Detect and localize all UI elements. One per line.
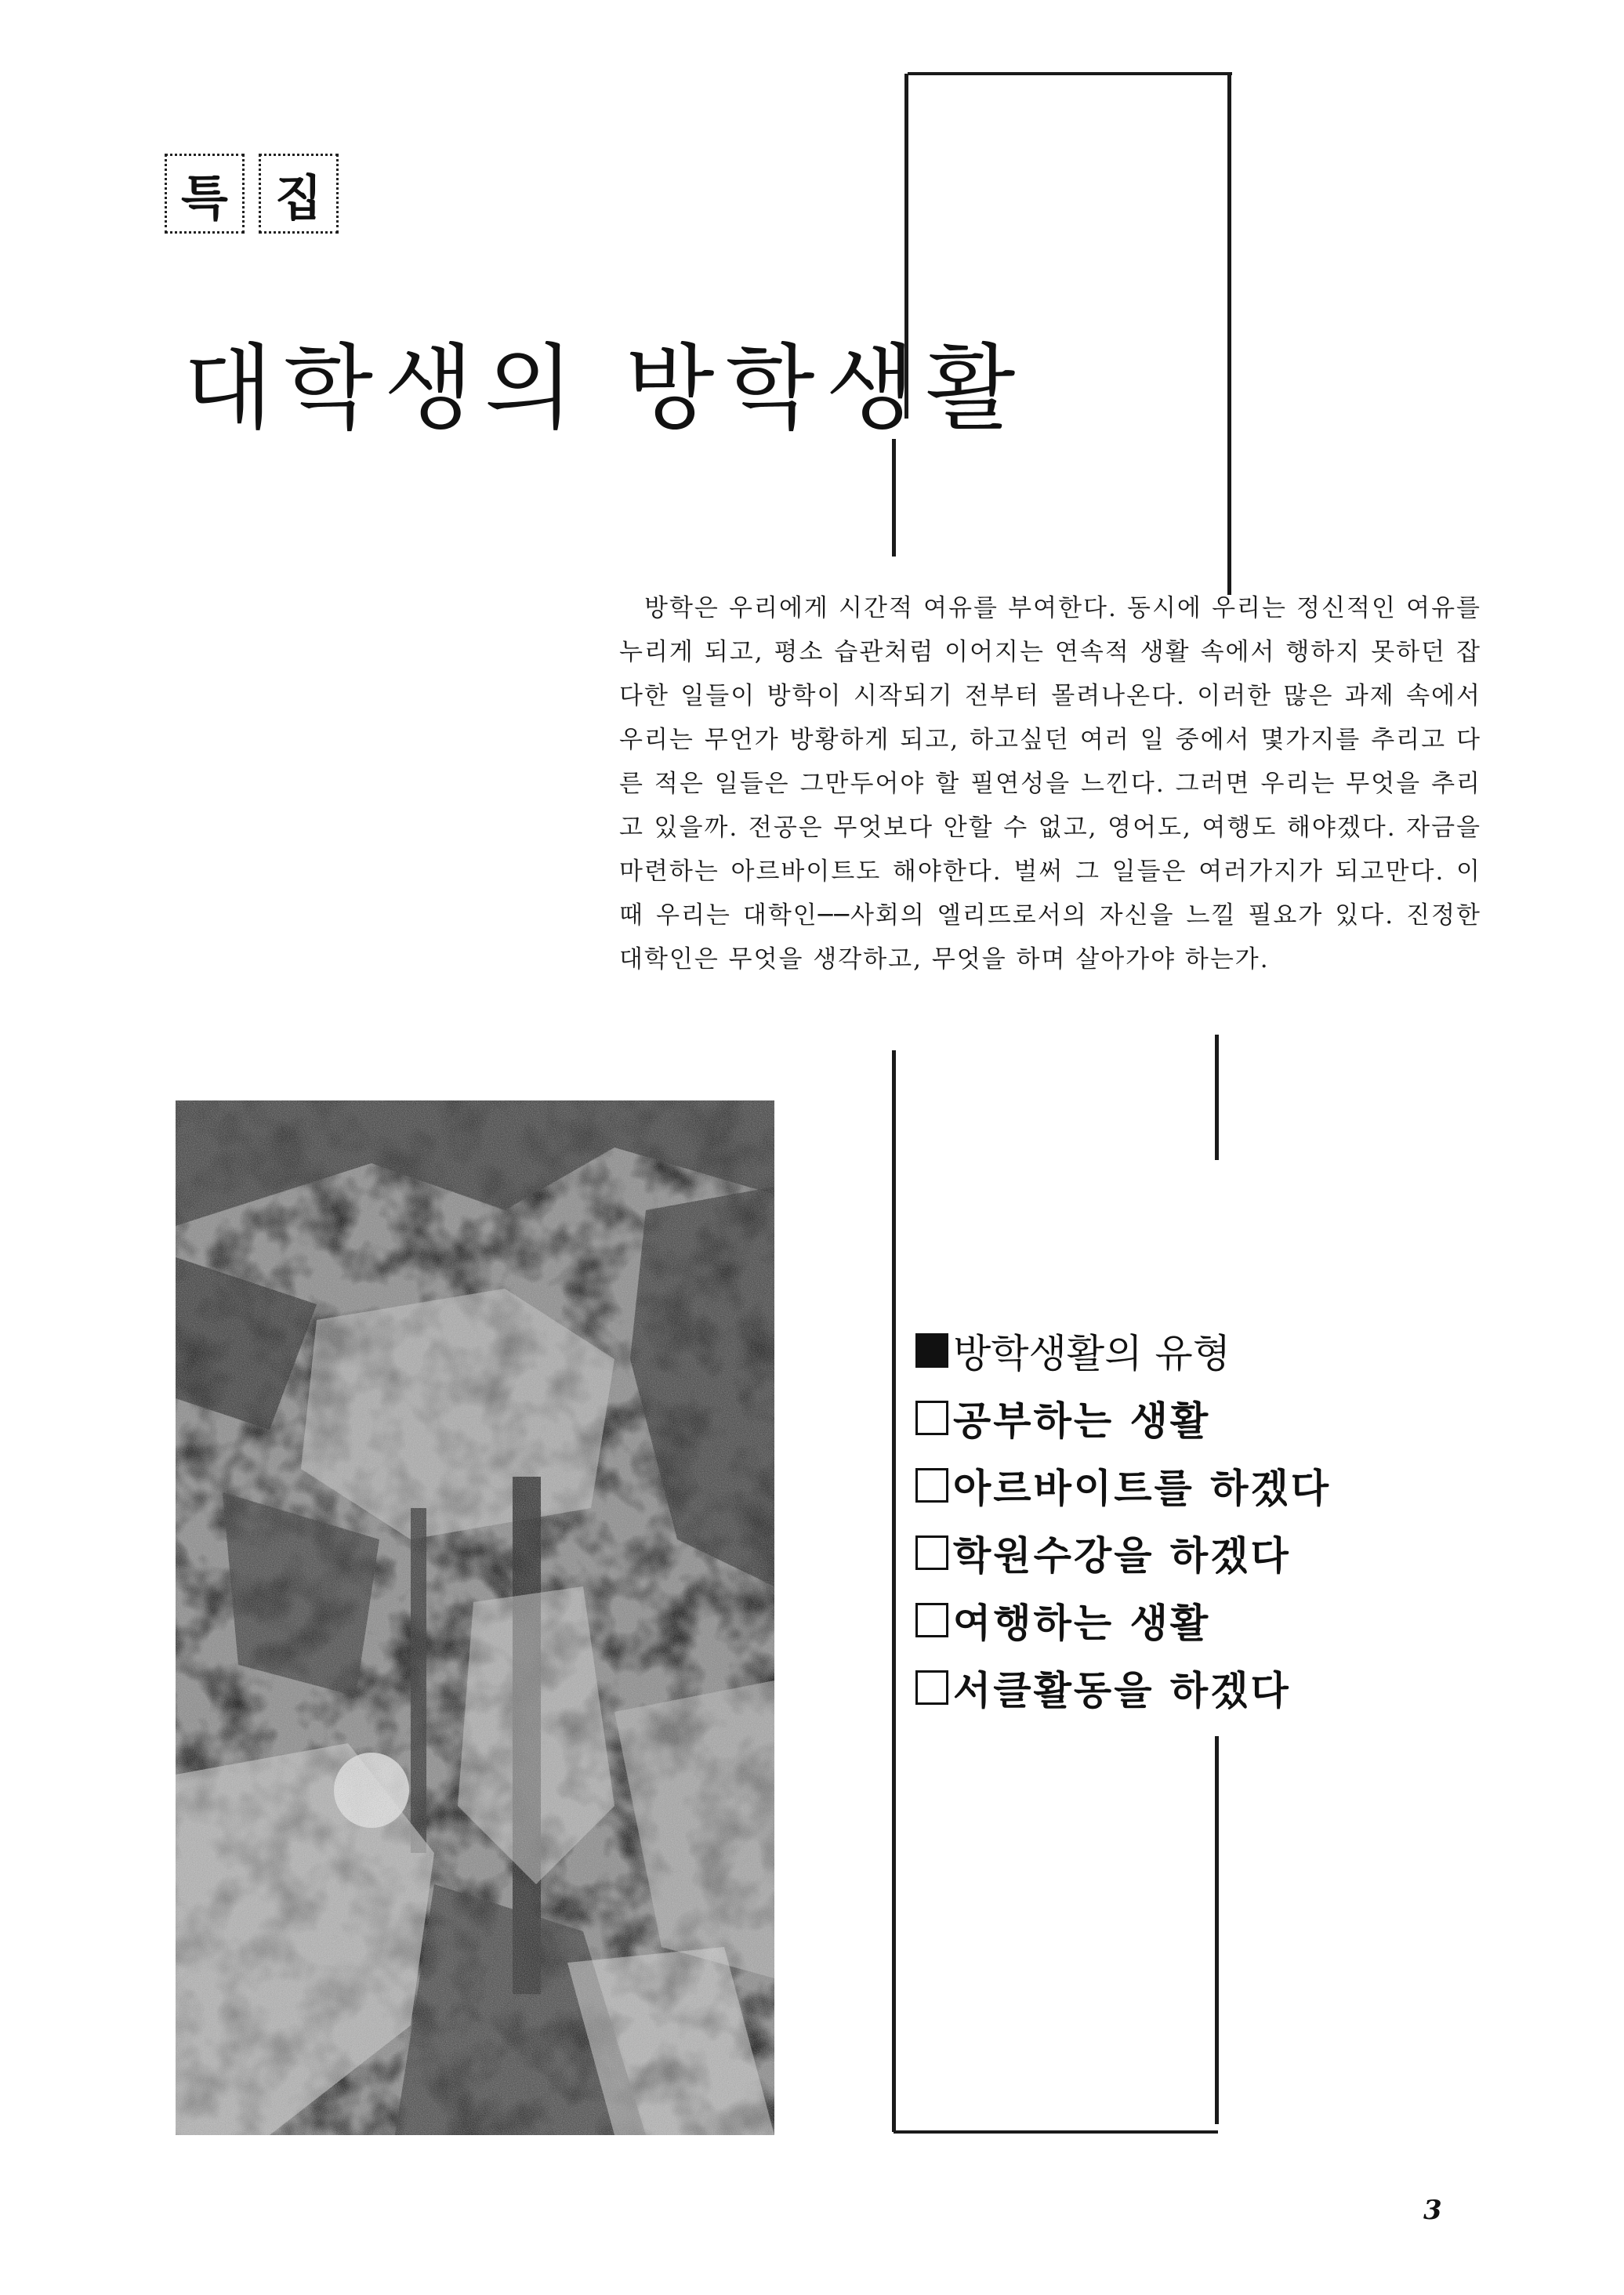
list-item-label: 공부하는 생활 bbox=[953, 1398, 1211, 1444]
checkbox-square-icon bbox=[915, 1401, 948, 1435]
checkbox-square-icon bbox=[915, 1670, 948, 1705]
section-tag-char-1: 특 bbox=[165, 154, 245, 234]
list-item-label: 아르바이트를 하겠다 bbox=[953, 1466, 1332, 1511]
filled-square-icon bbox=[915, 1333, 948, 1368]
list-item-label: 학원수강을 하겠다 bbox=[953, 1533, 1291, 1579]
article-photo bbox=[176, 1100, 774, 2135]
list-item-label: 서클활동을 하겠다 bbox=[953, 1668, 1291, 1713]
checkbox-square-icon bbox=[915, 1468, 948, 1503]
crowd-photo-image bbox=[176, 1100, 774, 2135]
checkbox-square-icon bbox=[915, 1603, 948, 1637]
list-item bbox=[915, 1586, 1331, 1654]
list-item-label: 여행하는 생활 bbox=[953, 1601, 1211, 1646]
list-item bbox=[915, 1452, 1331, 1519]
frame-rule-right bbox=[1227, 74, 1231, 595]
intro-paragraph: 방학은 우리에게 시간적 여유를 부여한다. 동시에 우리는 정신적인 여유를 누리게 되고, 평소 습관처럼 이어지는 연속적 생활 속에서 행하지 못하던 잡다한 일들이 방학이 시작되기 전부터 몰려나온다. 이러한 많은 과제 속에서 우리는 무언가 방황하게 되고, 하고싶던 여러 일 중에서 몇가지를 추리고 다른 적은 일들은 그만두어야 할 필연성을 느낀다. 그러면 우리는 무엇을 추리고 있을까. 전공은 무엇보다 안할 수 없고, 영어도, 여행도 해야겠다. 자금을 마련하는 아르바이트도 해야한다. 벌써 그 일들은 여러가지가 되고만다. 이 때 우리는 대학인──사회의 엘리뜨로서의 자신을 느낄 필요가 있다. 진정한 대학인은 무엇을 생각하고, 무엇을 하며 살아가야 하는가. bbox=[619, 594, 1481, 973]
frame-rule-left bbox=[892, 439, 896, 557]
contents-heading bbox=[915, 1317, 1331, 1384]
article-title: 대학생의 방학생활 bbox=[183, 334, 1027, 442]
list-item bbox=[915, 1384, 1331, 1452]
contents-heading-label: 방학생활의 유형 bbox=[953, 1331, 1231, 1376]
frame-rule-bottom bbox=[894, 2130, 1218, 2134]
page-number: 3 bbox=[1423, 2195, 1442, 2226]
frame-rule-top bbox=[908, 72, 1232, 75]
list-item bbox=[915, 1519, 1331, 1586]
section-tag-char-2: 집 bbox=[259, 154, 339, 234]
frame-rule-right bbox=[1215, 1035, 1219, 1160]
contents-list bbox=[915, 1317, 1331, 1721]
list-item bbox=[915, 1654, 1331, 1721]
frame-rule-right bbox=[1215, 1736, 1219, 2124]
frame-rule-left bbox=[892, 1050, 896, 2132]
checkbox-square-icon bbox=[915, 1535, 948, 1570]
